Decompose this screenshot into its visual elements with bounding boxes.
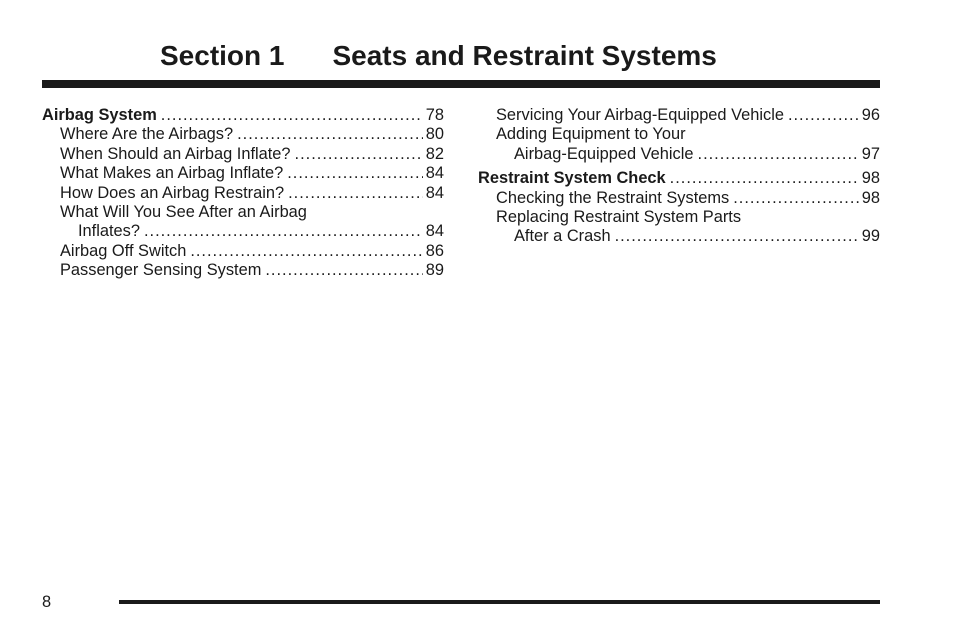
toc-label: When Should an Airbag Inflate? — [60, 144, 291, 163]
toc-entry-what-makes-inflate[interactable] — [42, 164, 444, 183]
toc-page: 99 — [861, 227, 880, 246]
toc-left-column — [42, 106, 444, 281]
dot-leader — [161, 106, 423, 125]
toc-page: 98 — [861, 169, 880, 188]
toc-entry-passenger-sensing[interactable] — [42, 261, 444, 280]
toc-page: 97 — [861, 144, 880, 163]
dot-leader — [265, 261, 422, 280]
dot-leader — [190, 242, 422, 261]
toc-label: Where Are the Airbags? — [60, 125, 234, 144]
toc-page: 86 — [425, 241, 444, 260]
toc-label: Airbag-Equipped Vehicle — [514, 144, 694, 163]
toc-entry-how-does-restrain[interactable] — [42, 184, 444, 203]
toc-entry-restraint-system-check[interactable] — [478, 169, 880, 188]
toc-entry-airbag-system[interactable] — [42, 106, 444, 125]
dot-leader — [788, 106, 859, 125]
section-header — [160, 40, 717, 72]
toc-entry-checking-restraint[interactable] — [478, 189, 880, 208]
toc-right-column — [478, 106, 880, 247]
toc-label: Passenger Sensing System — [60, 261, 262, 280]
toc-entry-replacing-parts-line1[interactable]: Replacing Restraint System Parts — [496, 208, 742, 227]
toc-entry-what-will-you-see-line2[interactable] — [42, 222, 444, 241]
dot-leader — [287, 164, 423, 183]
toc-label: Airbag Off Switch — [60, 241, 187, 260]
toc-label: Restraint System Check — [478, 169, 666, 188]
dot-leader — [295, 145, 423, 164]
toc-entry-when-should-inflate[interactable] — [42, 145, 444, 164]
section-title: Seats and Restraint Systems — [332, 40, 717, 71]
toc-page: 84 — [425, 164, 444, 183]
toc-label: What Makes an Airbag Inflate? — [60, 164, 284, 183]
toc-label: Inflates? — [78, 222, 140, 241]
toc-label: After a Crash — [514, 227, 611, 246]
dot-leader — [144, 222, 423, 241]
toc-entry-what-will-you-see-line1[interactable]: What Will You See After an Airbag — [60, 203, 307, 222]
section-label: Section 1 — [160, 40, 285, 71]
toc-label: Checking the Restraint Systems — [496, 188, 730, 207]
toc-label: Airbag System — [42, 106, 157, 124]
dot-leader — [237, 125, 423, 144]
toc-entry-adding-equipment-line2[interactable] — [478, 145, 880, 164]
toc-page: 84 — [425, 183, 444, 202]
toc-page: 84 — [425, 222, 444, 241]
dot-leader — [698, 145, 859, 164]
footer-rule — [119, 600, 880, 604]
dot-leader — [670, 169, 859, 188]
page-number: 8 — [42, 593, 52, 611]
toc-page: 82 — [425, 144, 444, 163]
toc-entry-replacing-parts-line2[interactable] — [478, 227, 880, 246]
dot-leader — [615, 227, 859, 246]
toc-page: 96 — [861, 106, 880, 124]
toc-page: 89 — [425, 261, 444, 280]
header-rule — [42, 80, 880, 88]
toc-page: 98 — [861, 188, 880, 207]
toc-label: Servicing Your Airbag-Equipped Vehicle — [496, 106, 784, 124]
toc-page: 80 — [425, 125, 444, 144]
toc-entry-adding-equipment-line1[interactable]: Adding Equipment to Your — [496, 125, 686, 144]
dot-leader — [288, 184, 423, 203]
toc-entry-where-are-airbags[interactable] — [42, 125, 444, 144]
toc-page: 78 — [425, 106, 444, 124]
toc-entry-airbag-off-switch[interactable] — [42, 242, 444, 261]
toc-entry-servicing-vehicle[interactable] — [478, 106, 880, 125]
dot-leader — [733, 189, 859, 208]
toc-label: How Does an Airbag Restrain? — [60, 183, 285, 202]
